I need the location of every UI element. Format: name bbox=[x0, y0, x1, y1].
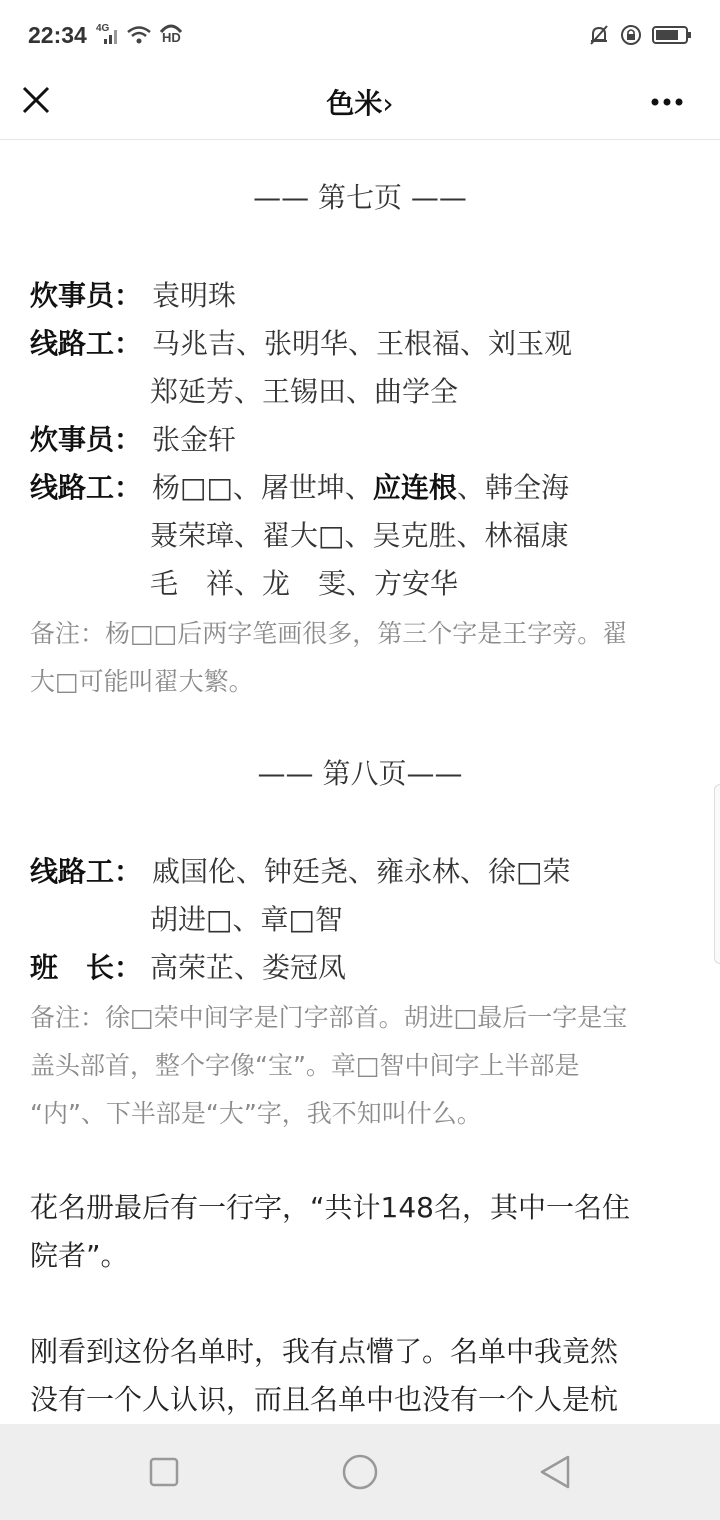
note-line: “内”、下半部是“大”字，我不知叫什么。 bbox=[30, 1099, 482, 1128]
role-label: 线路工： bbox=[30, 327, 143, 360]
status-left-icons bbox=[96, 24, 184, 46]
wifi-icon bbox=[126, 25, 152, 45]
roster-row bbox=[30, 320, 690, 368]
highlighted-name: 应连根 bbox=[372, 471, 457, 504]
role-label: 炊事员： bbox=[30, 423, 143, 456]
article-content bbox=[30, 140, 690, 1424]
status-right-icons bbox=[588, 24, 692, 46]
role-label: 炊事员： bbox=[30, 279, 143, 312]
recent-apps-icon[interactable] bbox=[144, 1452, 184, 1492]
names: 聂荣璋、翟大□、吴克胜、林福康 bbox=[150, 519, 569, 552]
names: 高荣芷、娄冠凤 bbox=[150, 951, 347, 984]
page-title[interactable] bbox=[0, 82, 720, 122]
paragraph bbox=[30, 1328, 690, 1424]
roster-row bbox=[30, 560, 690, 608]
names: 袁明珠 bbox=[152, 279, 237, 312]
roster-row bbox=[30, 464, 690, 512]
roster-row bbox=[30, 848, 690, 896]
roster-row bbox=[30, 416, 690, 464]
note-line: 盖头部首，整个字像“宝”。章□智中间字上半部是 bbox=[30, 1051, 580, 1080]
paragraph bbox=[30, 1184, 690, 1280]
role-label: 线路工： bbox=[30, 855, 143, 888]
roster-row bbox=[30, 272, 690, 320]
network-type: 4G bbox=[96, 23, 110, 34]
names-part: 杨□□、屠世坤、 bbox=[152, 471, 373, 504]
roster-row bbox=[30, 368, 690, 416]
names-part: 、韩全海 bbox=[456, 471, 569, 504]
page7-heading: —— 第七页 —— bbox=[253, 181, 467, 214]
signal-icon bbox=[96, 25, 120, 45]
names: 马兆吉、张明华、王根福、刘玉观 bbox=[152, 327, 573, 360]
status-time: 22:34 bbox=[28, 22, 87, 48]
scroll-handle[interactable] bbox=[714, 784, 720, 964]
chevron-right-icon[interactable]: › bbox=[382, 87, 394, 120]
roster-row bbox=[30, 944, 690, 992]
home-icon[interactable] bbox=[340, 1452, 380, 1492]
hd-call-icon bbox=[158, 24, 184, 46]
page8-heading: —— 第八页—— bbox=[257, 757, 463, 790]
names: 张金轩 bbox=[152, 423, 237, 456]
hd-label: HD bbox=[162, 30, 181, 45]
mute-bell-icon bbox=[588, 24, 610, 46]
paragraph-line: 没有一个人认识，而且名单中也没有一个人是杭 bbox=[30, 1383, 619, 1416]
note-line: 大□可能叫翟大繁。 bbox=[30, 667, 254, 696]
names bbox=[152, 464, 569, 512]
role-label: 线路工： bbox=[30, 471, 143, 504]
battery-icon bbox=[652, 25, 692, 45]
role-label: 班 长： bbox=[30, 951, 143, 984]
note-line: 备注：徐□荣中间字是门字部首。胡进□最后一字是宝 bbox=[30, 1003, 628, 1032]
paragraph-line: 花名册最后有一行字，“共计148名，其中一名住 bbox=[30, 1191, 630, 1224]
names: 毛 祥、龙 雯、方安华 bbox=[150, 567, 459, 600]
account-name[interactable]: 色米 bbox=[326, 87, 383, 120]
status-bar bbox=[0, 0, 720, 72]
names: 戚国伦、钟廷尧、雍永林、徐□荣 bbox=[152, 855, 571, 888]
roster-row bbox=[30, 512, 690, 560]
nav-bar bbox=[0, 72, 720, 140]
note bbox=[30, 994, 690, 1138]
roster-row bbox=[30, 896, 690, 944]
paragraph-line: 刚看到这份名单时，我有点懵了。名单中我竟然 bbox=[30, 1335, 619, 1368]
back-icon[interactable] bbox=[536, 1452, 576, 1492]
names: 胡进□、章□智 bbox=[150, 903, 343, 936]
rotation-lock-icon bbox=[620, 24, 642, 46]
system-nav-bar bbox=[0, 1424, 720, 1520]
note-line: 备注：杨□□后两字笔画很多，第三个字是王字旁。翟 bbox=[30, 619, 628, 648]
paragraph-line: 院者”。 bbox=[30, 1239, 129, 1272]
names: 郑延芳、王锡田、曲学全 bbox=[150, 375, 459, 408]
note bbox=[30, 610, 690, 706]
more-icon[interactable] bbox=[650, 92, 690, 102]
